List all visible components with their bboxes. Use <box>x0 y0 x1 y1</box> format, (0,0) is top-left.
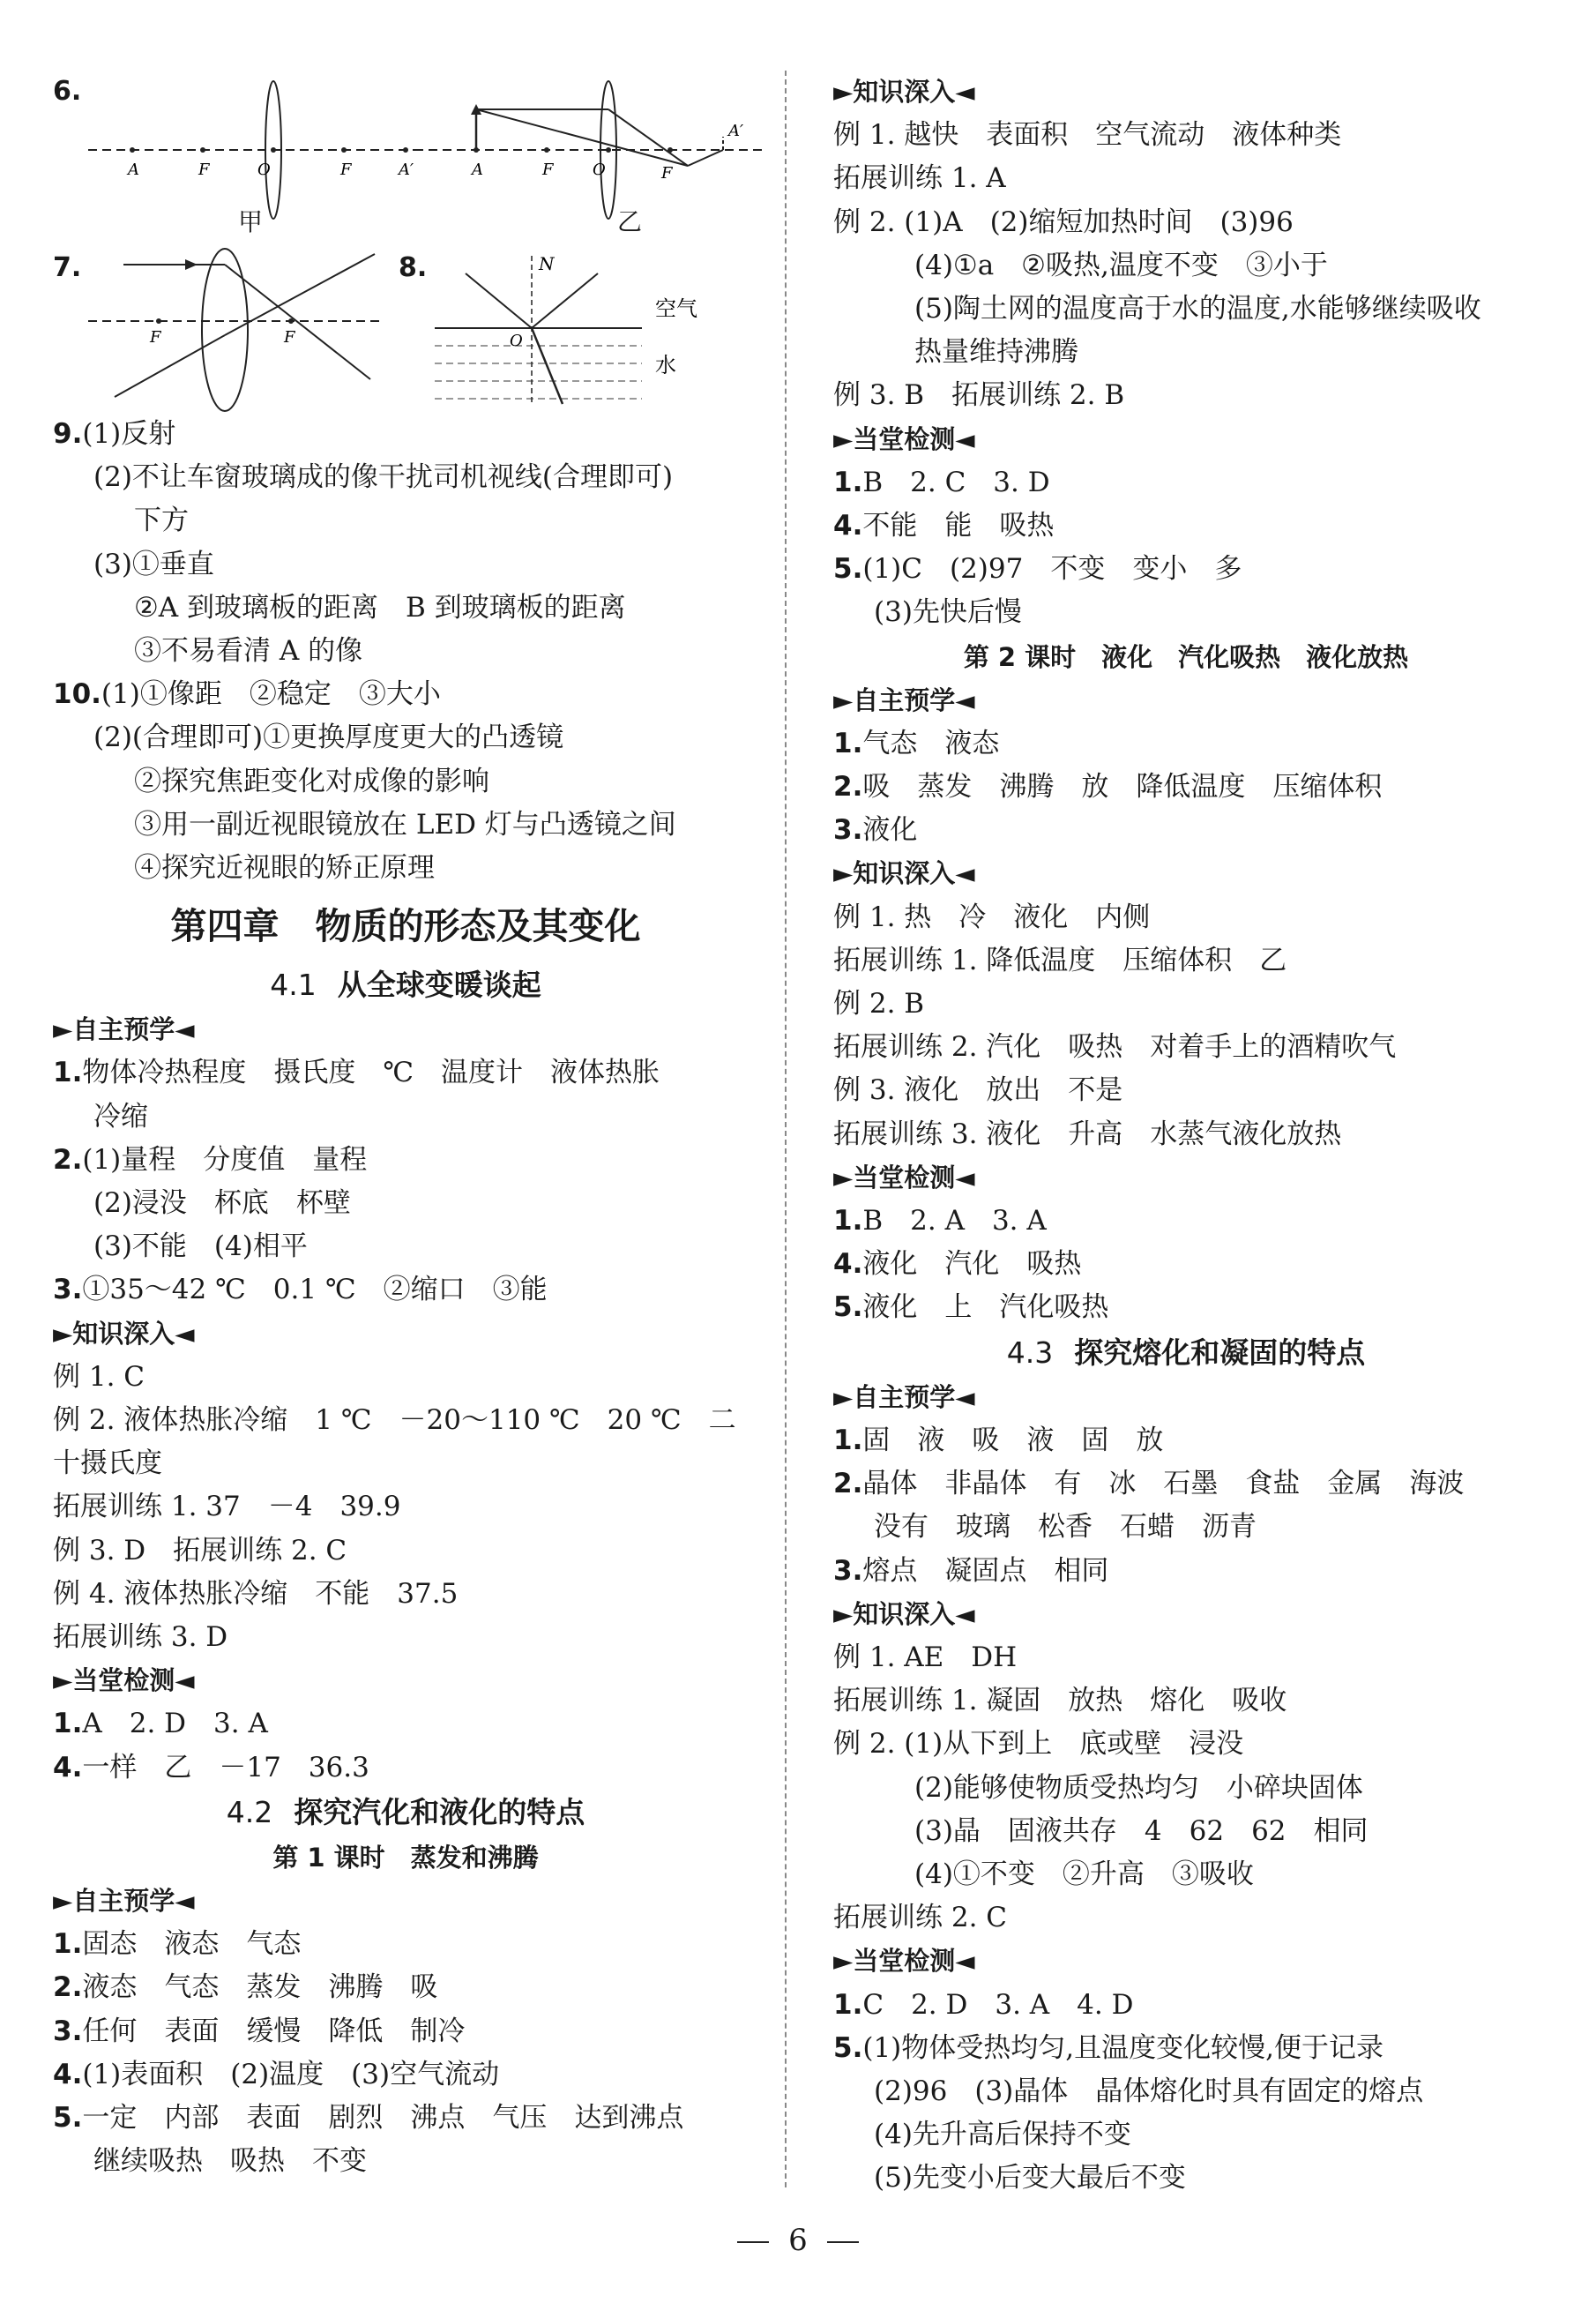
answer-line <box>833 244 1539 288</box>
answer-line <box>53 1573 758 1616</box>
answer-text: (1)量程 分度值 量程 <box>82 1143 368 1176</box>
answer-text: 液化 汽化 吸热 <box>862 1248 1082 1281</box>
answer-text: 例 1. AE DH <box>833 1641 1018 1673</box>
answer-line <box>833 2157 1539 2200</box>
answer-text: 一样 乙 －17 36.3 <box>82 1751 369 1783</box>
section-title: 从全球变暖谈起 <box>337 968 541 1003</box>
answer-text: 例 3. B 拓展训练 2. B <box>833 379 1125 412</box>
answer-text: 拓展训练 3. 液化 升高 水蒸气液化放热 <box>833 1118 1342 1150</box>
right-answers-lesson2 <box>833 679 1539 1330</box>
answer-text: ③不易看清 A 的像 <box>134 635 363 668</box>
answer-text: 例 4. 液体热胀冷缩 不能 37.5 <box>53 1577 459 1610</box>
answer-text: 例 2. (1)A (2)缩短加热时间 (3)96 <box>833 206 1294 238</box>
left-answers-4-2 <box>53 1880 758 2183</box>
jia-label-a: A <box>128 161 139 179</box>
lesson-title-1: 第 1 课时 蒸发和沸腾 <box>272 1842 539 1873</box>
answer-text: (2)能够使物质受热均匀 小碎块固体 <box>914 1771 1363 1804</box>
answer-line <box>53 1356 758 1399</box>
question-number: 4. <box>833 1248 863 1281</box>
answer-text: 例 2. 液体热胀冷缩 1 ℃ －20～110 ℃ 20 ℃ 二 <box>53 1404 736 1437</box>
section-number: 4.2 <box>226 1794 273 1829</box>
right-column <box>833 71 1539 2201</box>
right-answers-4-3 <box>833 1376 1539 2201</box>
answer-text: 拓展训练 1. A <box>833 162 1006 195</box>
refraction-diagram-8 <box>430 247 757 413</box>
answer-line <box>53 1529 758 1573</box>
answer-line <box>833 461 1539 505</box>
answer-text: (5)先变小后变大最后不变 <box>874 2162 1186 2195</box>
answer-text: 例 1. C <box>53 1360 145 1393</box>
answer-line <box>833 1069 1539 1112</box>
answer-text: 液化 <box>862 814 918 847</box>
answer-line <box>833 766 1539 809</box>
answer-line <box>53 587 758 630</box>
page-number: 6 <box>788 2223 808 2258</box>
answer-line <box>53 1442 758 1485</box>
answer-text: 任何 表面 缓慢 降低 制冷 <box>82 2015 466 2047</box>
fig8-label-n: N <box>539 253 555 274</box>
answer-line <box>53 1923 758 1966</box>
question-number: 3. <box>53 2015 83 2047</box>
answer-text: (2)(合理即可)①更换厚度更大的凸透镜 <box>93 722 564 754</box>
question-number: 9. <box>53 418 83 450</box>
answer-line <box>833 1853 1539 1896</box>
section-marker: ►自主预学◄ <box>833 684 975 715</box>
figure-row-6 <box>53 71 758 247</box>
answer-text: (2)96 (3)晶体 晶体熔化时具有固定的熔点 <box>874 2075 1424 2107</box>
answer-line <box>53 1702 758 1746</box>
section-marker: ►知识深入◄ <box>53 1318 195 1349</box>
answer-line <box>53 1095 758 1139</box>
jia-label-a-prime: A′ <box>399 161 414 179</box>
figure-caption-yi: 乙 <box>617 207 643 236</box>
answer-text: 吸 蒸发 沸腾 放 降低温度 压缩体积 <box>862 771 1383 804</box>
section-number: 4.1 <box>270 968 317 1003</box>
answer-line <box>833 896 1539 939</box>
answer-line <box>53 543 758 587</box>
answer-text: 物体冷热程度 摄氏度 ℃ 温度计 液体热胀 <box>82 1057 660 1089</box>
question-number: 1. <box>53 1928 83 1961</box>
answer-text: (4)①a ②吸热,温度不变 ③小于 <box>914 249 1328 281</box>
section-marker: ►自主预学◄ <box>53 1014 195 1045</box>
answer-line <box>53 1051 758 1095</box>
question-number: 10. <box>53 678 101 711</box>
answer-line <box>53 804 758 847</box>
answer-line <box>53 760 758 804</box>
answer-text: 固态 液态 气态 <box>82 1928 302 1961</box>
answer-line <box>53 1485 758 1529</box>
answer-text: 热量维持沸腾 <box>914 336 1078 369</box>
question-number: 4. <box>833 510 863 542</box>
answer-text: (4)①不变 ②升高 ③吸收 <box>914 1858 1254 1890</box>
answer-line <box>53 716 758 759</box>
answer-text: (3)晶 固液共存 4 62 62 相同 <box>914 1814 1369 1847</box>
section-marker: ►知识深入◄ <box>833 858 975 889</box>
answer-line <box>833 2070 1539 2113</box>
answer-text: (3)先快后慢 <box>874 596 1022 629</box>
answer-text: 拓展训练 2. C <box>833 1902 1008 1934</box>
answer-text: 一定 内部 表面 剧烈 沸点 气压 达到沸点 <box>82 2101 684 2134</box>
answer-line <box>833 1984 1539 2027</box>
answer-text: 拓展训练 1. 凝固 放热 熔化 吸收 <box>833 1685 1287 1717</box>
answer-text: (5)陶土网的温度高于水的温度,水能够继续吸收 <box>914 293 1481 325</box>
section-marker: ►知识深入◄ <box>833 1598 975 1629</box>
answer-line <box>53 1268 758 1312</box>
answer-line <box>53 2097 758 2140</box>
answer-line <box>833 1636 1539 1679</box>
question-number: 2. <box>833 771 863 804</box>
answer-line <box>833 939 1539 983</box>
question-number: 5. <box>833 553 863 586</box>
answer-line <box>833 1419 1539 1462</box>
answer-text: ②探究焦距变化对成像的影响 <box>134 765 489 797</box>
figure-number-8: 8. <box>399 252 428 283</box>
answer-text: 拓展训练 2. 汽化 吸热 对着手上的酒精吹气 <box>833 1031 1397 1064</box>
question-number: 1. <box>53 1708 83 1740</box>
section-marker: ►当堂检测◄ <box>53 1665 195 1696</box>
answer-text: 例 2. B <box>833 988 925 1021</box>
answer-line <box>833 114 1539 157</box>
answer-text: (2)浸没 杯底 杯壁 <box>93 1187 351 1220</box>
question-number: 2. <box>833 1468 863 1500</box>
answer-line <box>833 809 1539 852</box>
answer-line <box>53 456 758 499</box>
answer-line <box>833 505 1539 548</box>
question-number: 1. <box>833 727 863 759</box>
answer-line <box>833 1506 1539 1549</box>
answer-text: ②A 到玻璃板的距离 B 到玻璃板的距离 <box>134 591 626 624</box>
lens-diagram-yi <box>414 71 767 247</box>
answer-line <box>53 2140 758 2183</box>
answer-line <box>53 2053 758 2097</box>
answer-text: 液化 上 汽化吸热 <box>862 1291 1109 1324</box>
question-number: 4. <box>53 1751 83 1783</box>
question-number: 1. <box>833 1988 863 2021</box>
answer-line <box>833 1679 1539 1723</box>
answer-text: 没有 玻璃 松香 石蜡 沥青 <box>874 1511 1257 1544</box>
section-heading-4-2 <box>53 1790 758 1836</box>
answer-text: (1)C (2)97 不变 变小 多 <box>862 553 1242 586</box>
question-number: 1. <box>833 466 863 498</box>
lens-diagram-7 <box>88 247 388 413</box>
figure-row-7-8 <box>53 247 758 413</box>
section-heading-4-1 <box>53 962 758 1008</box>
jia-label-f2: F <box>340 161 352 179</box>
answer-line <box>833 2113 1539 2157</box>
answer-line <box>833 331 1539 374</box>
answer-text: 液态 气态 蒸发 沸腾 吸 <box>82 1971 438 2004</box>
answer-line <box>833 288 1539 331</box>
question-number: 3. <box>833 1554 863 1587</box>
section-title: 探究熔化和凝固的特点 <box>1074 1335 1366 1370</box>
section-marker: ►自主预学◄ <box>833 1381 975 1412</box>
answer-line <box>833 1462 1539 1506</box>
fig7-label-f1: F <box>150 328 161 347</box>
answer-text: 例 3. D 拓展训练 2. C <box>53 1534 347 1566</box>
fig8-label-water: 水 <box>655 353 676 378</box>
figure-caption-jia: 甲 <box>238 207 264 236</box>
answer-line <box>833 548 1539 591</box>
answer-line <box>833 157 1539 200</box>
section-marker: ►当堂检测◄ <box>833 423 975 454</box>
yi-label-f2: F <box>661 164 673 183</box>
answer-line <box>53 1399 758 1442</box>
section-heading-4-3 <box>833 1330 1539 1376</box>
question-number: 1. <box>53 1057 83 1089</box>
answer-line <box>833 201 1539 244</box>
answer-line <box>53 2010 758 2053</box>
answer-text: 拓展训练 3. D <box>53 1621 228 1654</box>
question-number: 3. <box>833 814 863 847</box>
answer-text: (1)①像距 ②稳定 ③大小 <box>101 678 441 711</box>
answer-line <box>833 722 1539 766</box>
answer-text: B 2. A 3. A <box>862 1205 1047 1237</box>
answer-text: (1)物体受热均匀,且温度变化较慢,便于记录 <box>862 2031 1383 2064</box>
yi-label-f1: F <box>542 161 554 179</box>
question-number: 2. <box>53 1971 83 2004</box>
answer-line <box>833 2027 1539 2070</box>
answer-line <box>833 1026 1539 1069</box>
fig7-label-f2: F <box>284 328 295 347</box>
left-answers-4-1 <box>53 1008 758 1790</box>
answer-line <box>53 499 758 542</box>
answer-line <box>833 1723 1539 1766</box>
answer-text: (3)不能 (4)相平 <box>93 1230 308 1263</box>
answer-text: ③用一副近视眼镜放在 LED 灯与凸透镜之间 <box>134 808 676 841</box>
answer-line <box>833 1550 1539 1593</box>
answer-text: A 2. D 3. A <box>82 1708 268 1740</box>
question-number: 4. <box>53 2058 83 2090</box>
section-marker: ►自主预学◄ <box>53 1885 195 1916</box>
question-number: 5. <box>833 2031 863 2064</box>
yi-label-o: O <box>593 161 606 179</box>
answer-line <box>53 1746 758 1790</box>
chapter-title: 第四章 物质的形态及其变化 <box>170 905 641 948</box>
answer-text: 十摄氏度 <box>53 1447 162 1480</box>
answer-line <box>53 1966 758 2009</box>
answer-text: 例 1. 热 冷 液化 内侧 <box>833 901 1151 933</box>
answer-line <box>833 1286 1539 1329</box>
answer-text: 继续吸热 吸热 不变 <box>93 2145 367 2178</box>
question-number: 2. <box>53 1143 83 1176</box>
yi-label-a: A <box>472 161 483 179</box>
answer-text: (1)反射 <box>82 418 176 450</box>
section-number: 4.3 <box>1006 1335 1054 1370</box>
answer-text: C 2. D 3. A 4. D <box>862 1988 1134 2021</box>
answer-text: (4)先升高后保持不变 <box>874 2119 1131 2151</box>
yi-label-a-prime: A′ <box>728 122 744 140</box>
jia-label-f1: F <box>198 161 210 179</box>
answer-line <box>833 983 1539 1026</box>
section-title: 探究汽化和液化的特点 <box>294 1794 585 1829</box>
page-footer <box>0 2223 1596 2258</box>
answer-text: 不能 能 吸热 <box>862 510 1055 542</box>
lesson-title-2: 第 2 课时 液化 汽化吸热 液化放热 <box>963 641 1409 672</box>
answer-text: 拓展训练 1. 降低温度 压缩体积 乙 <box>833 944 1287 976</box>
left-answers-9-10 <box>53 413 758 890</box>
figure-number-6: 6. <box>53 76 82 107</box>
figure-number-7: 7. <box>53 252 82 283</box>
question-number: 5. <box>833 1291 863 1324</box>
right-answers-lesson1 <box>833 71 1539 635</box>
answer-text: B 2. C 3. D <box>862 466 1050 498</box>
answer-text: 例 3. 液化 放出 不是 <box>833 1074 1123 1107</box>
answer-line <box>53 1182 758 1225</box>
answer-line <box>833 1896 1539 1940</box>
answer-text: 例 2. (1)从下到上 底或壁 浸没 <box>833 1728 1244 1761</box>
answer-text: ①35～42 ℃ 0.1 ℃ ②缩口 ③能 <box>82 1274 548 1306</box>
question-number: 5. <box>53 2101 83 2134</box>
answer-text: 气态 液态 <box>862 727 1000 759</box>
answer-text: 晶体 非晶体 有 冰 石墨 食盐 金属 海波 <box>862 1468 1465 1500</box>
answer-line <box>833 1113 1539 1156</box>
fig8-label-air: 空气 <box>655 296 697 321</box>
answer-text: (2)不让车窗玻璃成的像干扰司机视线(合理即可) <box>93 461 674 494</box>
question-number: 1. <box>833 1424 863 1456</box>
question-number: 1. <box>833 1205 863 1237</box>
answer-text: 下方 <box>134 505 189 537</box>
answer-text: 拓展训练 1. 37 －4 39.9 <box>53 1491 401 1523</box>
answer-line <box>53 673 758 716</box>
answer-line <box>53 1139 758 1182</box>
fig8-label-o: O <box>510 332 523 350</box>
section-marker: ►当堂检测◄ <box>833 1162 975 1193</box>
left-column <box>53 71 758 2183</box>
answer-text: ④探究近视眼的矫正原理 <box>134 852 435 885</box>
column-divider <box>785 71 787 2187</box>
section-marker: ►当堂检测◄ <box>833 1946 975 1977</box>
answer-text: (1)表面积 (2)温度 (3)空气流动 <box>82 2058 500 2090</box>
answer-line <box>833 374 1539 417</box>
answer-text: (3)①垂直 <box>93 548 214 580</box>
answer-line <box>53 1616 758 1659</box>
answer-line <box>833 1767 1539 1810</box>
answer-line <box>53 1225 758 1268</box>
answer-line <box>833 1200 1539 1243</box>
answer-text: 冷缩 <box>93 1100 148 1133</box>
answer-line <box>833 1243 1539 1286</box>
answer-text: 固 液 吸 液 固 放 <box>862 1424 1164 1456</box>
answer-line <box>53 847 758 890</box>
answer-line <box>833 591 1539 634</box>
answer-text: 熔点 凝固点 相同 <box>862 1554 1109 1587</box>
answer-line <box>833 1810 1539 1853</box>
section-marker: ►知识深入◄ <box>833 77 975 107</box>
answer-line <box>53 630 758 673</box>
jia-label-o: O <box>257 161 271 179</box>
answer-line <box>53 413 758 456</box>
answer-text: 例 1. 越快 表面积 空气流动 液体种类 <box>833 119 1342 152</box>
question-number: 3. <box>53 1274 83 1306</box>
